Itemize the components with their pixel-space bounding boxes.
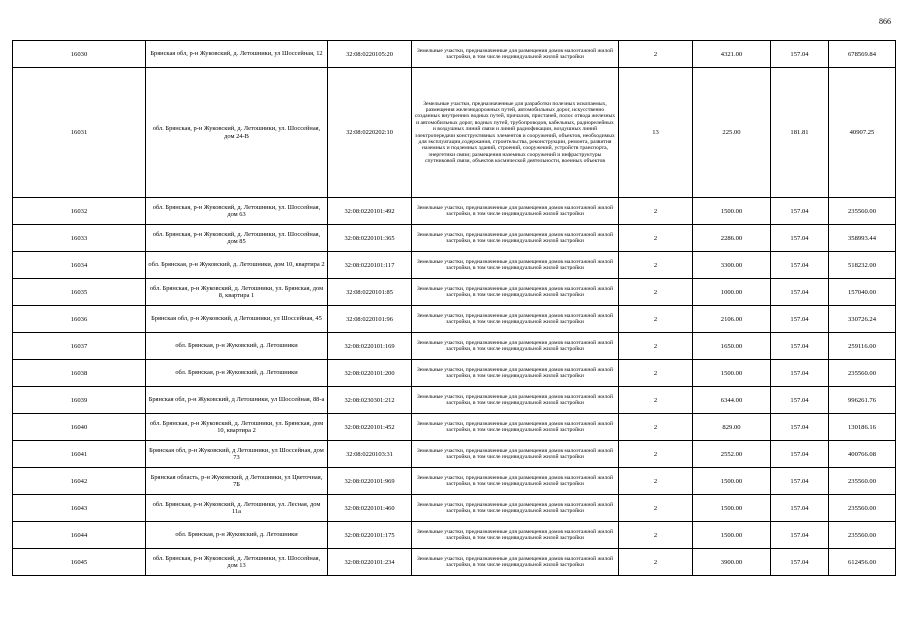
cadastral-number-cell: 32:08:0220101:460 [328, 495, 412, 522]
area-cell: 3900.00 [693, 549, 771, 576]
table-row [13, 414, 896, 441]
specific-value-cell: 157.04 [771, 495, 829, 522]
row-number-cell: 16044 [13, 522, 146, 549]
row-number-cell: 16045 [13, 549, 146, 576]
land-use-cell: Земельные участки, предназначенные для размещения домов малоэтажной жилой застройки, в том числе индивидуальной жилой застройки [412, 468, 619, 495]
group-cell: 13 [619, 68, 693, 198]
area-cell: 225.00 [693, 68, 771, 198]
cadastral-value-cell: 400766.08 [829, 441, 896, 468]
land-use-cell: Земельные участки, предназначенные для размещения домов малоэтажной жилой застройки, в том числе индивидуальной жилой застройки [412, 387, 619, 414]
row-number-cell: 16043 [13, 495, 146, 522]
cadastral-value-cell: 235560.00 [829, 198, 896, 225]
table-row [13, 495, 896, 522]
table-row [13, 468, 896, 495]
area-cell: 6344.00 [693, 387, 771, 414]
table-row [13, 360, 896, 387]
cadastral-value-cell: 996261.76 [829, 387, 896, 414]
address-cell: обл. Брянская, р-н Жуковский, д. Летошники, ул. Шоссейная, дом 13 [146, 549, 328, 576]
specific-value-cell: 157.04 [771, 252, 829, 279]
cadastral-number-cell: 32:08:0220105:20 [328, 41, 412, 68]
group-cell: 2 [619, 549, 693, 576]
land-use-cell: Земельные участки, предназначенные для размещения домов малоэтажной жилой застройки, в том числе индивидуальной жилой застройки [412, 306, 619, 333]
address-cell: обл. Брянская, р-н Жуковский, д. Летошники, ул. Брянская, дом 8, квартира 1 [146, 279, 328, 306]
area-cell: 1500.00 [693, 495, 771, 522]
cadastral-number-cell: 32:08:0220101:117 [328, 252, 412, 279]
area-cell: 829.00 [693, 414, 771, 441]
area-cell: 4321.00 [693, 41, 771, 68]
cadastral-value-cell: 330726.24 [829, 306, 896, 333]
table-row [13, 387, 896, 414]
address-cell: обл. Брянская, р-н Жуковский, д. Летошники [146, 360, 328, 387]
row-number-cell: 16038 [13, 360, 146, 387]
table-row [13, 252, 896, 279]
area-cell: 2106.00 [693, 306, 771, 333]
address-cell: Брянская обл, р-н Жуковский, д Летошники, ул Шоссейная, 45 [146, 306, 328, 333]
address-cell: обл. Брянская, р-н Жуковский, д. Летошники, ул. Шоссейная, дом 24-В [146, 68, 328, 198]
row-number-cell: 16034 [13, 252, 146, 279]
cadastral-value-cell: 235560.00 [829, 522, 896, 549]
table-row [13, 333, 896, 360]
address-cell: обл. Брянская, р-н Жуковский, д. Летошники, ул. Шоссейная, дом 85 [146, 225, 328, 252]
area-cell: 3300.00 [693, 252, 771, 279]
table-body [13, 41, 896, 576]
cadastral-number-cell: 32:08:0220103:31 [328, 441, 412, 468]
area-cell: 1500.00 [693, 360, 771, 387]
specific-value-cell: 157.04 [771, 279, 829, 306]
table-row [13, 225, 896, 252]
cadastral-number-cell: 32:08:0220101:96 [328, 306, 412, 333]
area-cell: 1500.00 [693, 522, 771, 549]
specific-value-cell: 157.04 [771, 549, 829, 576]
table-row [13, 441, 896, 468]
area-cell: 1650.00 [693, 333, 771, 360]
cadastral-number-cell: 32:08:0220101:85 [328, 279, 412, 306]
row-number-cell: 16036 [13, 306, 146, 333]
table-row [13, 41, 896, 68]
cadastral-value-cell: 235560.00 [829, 360, 896, 387]
specific-value-cell: 157.04 [771, 387, 829, 414]
row-number-cell: 16031 [13, 68, 146, 198]
address-cell: обл. Брянская, р-н Жуковский, д. Летошники [146, 333, 328, 360]
table-row [13, 306, 896, 333]
cadastral-value-cell: 157040.00 [829, 279, 896, 306]
specific-value-cell: 157.04 [771, 333, 829, 360]
cadastral-number-cell: 32:08:0220101:169 [328, 333, 412, 360]
specific-value-cell: 157.04 [771, 522, 829, 549]
cadastral-value-cell: 235560.00 [829, 495, 896, 522]
group-cell: 2 [619, 414, 693, 441]
land-use-cell: Земельные участки, предназначенные для размещения домов малоэтажной жилой застройки, в том числе индивидуальной жилой застройки [412, 225, 619, 252]
group-cell: 2 [619, 360, 693, 387]
area-cell: 1500.00 [693, 198, 771, 225]
group-cell: 2 [619, 468, 693, 495]
cadastral-value-cell: 259116.00 [829, 333, 896, 360]
land-use-cell: Земельные участки, предназначенные для размещения домов малоэтажной жилой застройки, в том числе индивидуальной жилой застройки [412, 360, 619, 387]
row-number-cell: 16039 [13, 387, 146, 414]
specific-value-cell: 157.04 [771, 41, 829, 68]
group-cell: 2 [619, 441, 693, 468]
cadastral-number-cell: 32:08:0220202:10 [328, 68, 412, 198]
cadastral-number-cell: 32:08:0230301:212 [328, 387, 412, 414]
group-cell: 2 [619, 306, 693, 333]
row-number-cell: 16042 [13, 468, 146, 495]
land-use-cell: Земельные участки, предназначенные для размещения домов малоэтажной жилой застройки, в том числе индивидуальной жилой застройки [412, 549, 619, 576]
address-cell: обл. Брянская, р-н Жуковский, д. Летошники, ул. Брянская, дом 10, квартира 2 [146, 414, 328, 441]
cadastral-value-cell: 678569.84 [829, 41, 896, 68]
land-use-cell: Земельные участки, предназначенные для размещения домов малоэтажной жилой застройки, в том числе индивидуальной жилой застройки [412, 279, 619, 306]
group-cell: 2 [619, 198, 693, 225]
specific-value-cell: 181.81 [771, 68, 829, 198]
address-cell: Брянская обл, р-н Жуковский, д Летошники, ул Шоссейная, дом 73 [146, 441, 328, 468]
group-cell: 2 [619, 333, 693, 360]
row-number-cell: 16030 [13, 41, 146, 68]
group-cell: 2 [619, 225, 693, 252]
table-row [13, 198, 896, 225]
land-use-cell: Земельные участки, предназначенные для размещения домов малоэтажной жилой застройки, в том числе индивидуальной жилой застройки [412, 414, 619, 441]
row-number-cell: 16032 [13, 198, 146, 225]
specific-value-cell: 157.04 [771, 225, 829, 252]
cadastral-value-cell: 40907.25 [829, 68, 896, 198]
land-use-cell: Земельные участки, предназначенные для размещения домов малоэтажной жилой застройки, в том числе индивидуальной жилой застройки [412, 441, 619, 468]
area-cell: 2286.00 [693, 225, 771, 252]
cadastral-number-cell: 32:08:0220101:969 [328, 468, 412, 495]
group-cell: 2 [619, 387, 693, 414]
land-use-cell: Земельные участки, предназначенные для размещения домов малоэтажной жилой застройки, в том числе индивидуальной жилой застройки [412, 333, 619, 360]
specific-value-cell: 157.04 [771, 198, 829, 225]
address-cell: Брянская обл, р-н Жуковский, д. Летошники, ул Шоссейная, 12 [146, 41, 328, 68]
cadastral-value-cell: 235560.00 [829, 468, 896, 495]
specific-value-cell: 157.04 [771, 360, 829, 387]
address-cell: обл. Брянская, р-н Жуковский, д. Летошники, ул. Шоссейная, дом 63 [146, 198, 328, 225]
land-use-cell: Земельные участки, предназначенные для разработки полезных ископаемых, размещения железнодорожных путей, автомобильных дорог, искусственно созданных внутренних водных путей, причалов, пристаней, полос отвода железных и автомобильных дорог, водных путей, трубопроводов, кабельных, радиорелейных и воздушных линий связи и линий радиофикации, воздушных линий электропередачи конструктивных элементов и сооружений, объектов, необходимых для эксплуатации,содержания, строительства, реконструкции, ремонта, развития наземных и подземных зданий, строений, сооружений, устройств транспорта, энергетики связи; размещения наземных сооружений и инфраструктуры спутниковой связи, объектов космической деятельности, военных объектов [412, 68, 619, 198]
specific-value-cell: 157.04 [771, 306, 829, 333]
table-row [13, 279, 896, 306]
cadastral-number-cell: 32:08:0220101:452 [328, 414, 412, 441]
land-use-cell: Земельные участки, предназначенные для размещения домов малоэтажной жилой застройки, в том числе индивидуальной жилой застройки [412, 522, 619, 549]
group-cell: 2 [619, 279, 693, 306]
cadastral-value-cell: 612456.00 [829, 549, 896, 576]
land-use-cell: Земельные участки, предназначенные для размещения домов малоэтажной жилой застройки, в том числе индивидуальной жилой застройки [412, 41, 619, 68]
specific-value-cell: 157.04 [771, 441, 829, 468]
cadastral-value-cell: 130186.16 [829, 414, 896, 441]
row-number-cell: 16033 [13, 225, 146, 252]
cadastral-number-cell: 32:08:0220101:175 [328, 522, 412, 549]
area-cell: 2552.00 [693, 441, 771, 468]
land-use-cell: Земельные участки, предназначенные для размещения домов малоэтажной жилой застройки, в том числе индивидуальной жилой застройки [412, 252, 619, 279]
land-use-cell: Земельные участки, предназначенные для размещения домов малоэтажной жилой застройки, в том числе индивидуальной жилой застройки [412, 495, 619, 522]
cadastral-number-cell: 32:08:0220101:200 [328, 360, 412, 387]
specific-value-cell: 157.04 [771, 414, 829, 441]
address-cell: обл. Брянская, р-н Жуковский, д. Летошники, ул. Лесная, дом 11а [146, 495, 328, 522]
table-row [13, 522, 896, 549]
row-number-cell: 16041 [13, 441, 146, 468]
group-cell: 2 [619, 252, 693, 279]
address-cell: Брянская обл, р-н Жуковский, д Летошники, ул Шоссейная, 88-а [146, 387, 328, 414]
row-number-cell: 16037 [13, 333, 146, 360]
table-row [13, 68, 896, 198]
cadastral-number-cell: 32:08:0220101:492 [328, 198, 412, 225]
address-cell: обл. Брянская, р-н Жуковский, д. Летошники, дом 10, квартира 2 [146, 252, 328, 279]
table-row [13, 549, 896, 576]
specific-value-cell: 157.04 [771, 468, 829, 495]
row-number-cell: 16040 [13, 414, 146, 441]
group-cell: 2 [619, 522, 693, 549]
area-cell: 1000.00 [693, 279, 771, 306]
area-cell: 1500.00 [693, 468, 771, 495]
cadastral-value-cell: 518232.00 [829, 252, 896, 279]
group-cell: 2 [619, 41, 693, 68]
cadastral-value-table [12, 40, 896, 576]
page-number: 866 [879, 17, 891, 26]
cadastral-value-cell: 358993.44 [829, 225, 896, 252]
cadastral-number-cell: 32:08:0220101:234 [328, 549, 412, 576]
address-cell: Брянская область, р-н Жуковский, д Летошники, ул Цветочная, 7Б [146, 468, 328, 495]
cadastral-number-cell: 32:08:0220101:365 [328, 225, 412, 252]
land-use-cell: Земельные участки, предназначенные для размещения домов малоэтажной жилой застройки, в том числе индивидуальной жилой застройки [412, 198, 619, 225]
group-cell: 2 [619, 495, 693, 522]
row-number-cell: 16035 [13, 279, 146, 306]
address-cell: обл. Брянская, р-н Жуковский, д. Летошники [146, 522, 328, 549]
